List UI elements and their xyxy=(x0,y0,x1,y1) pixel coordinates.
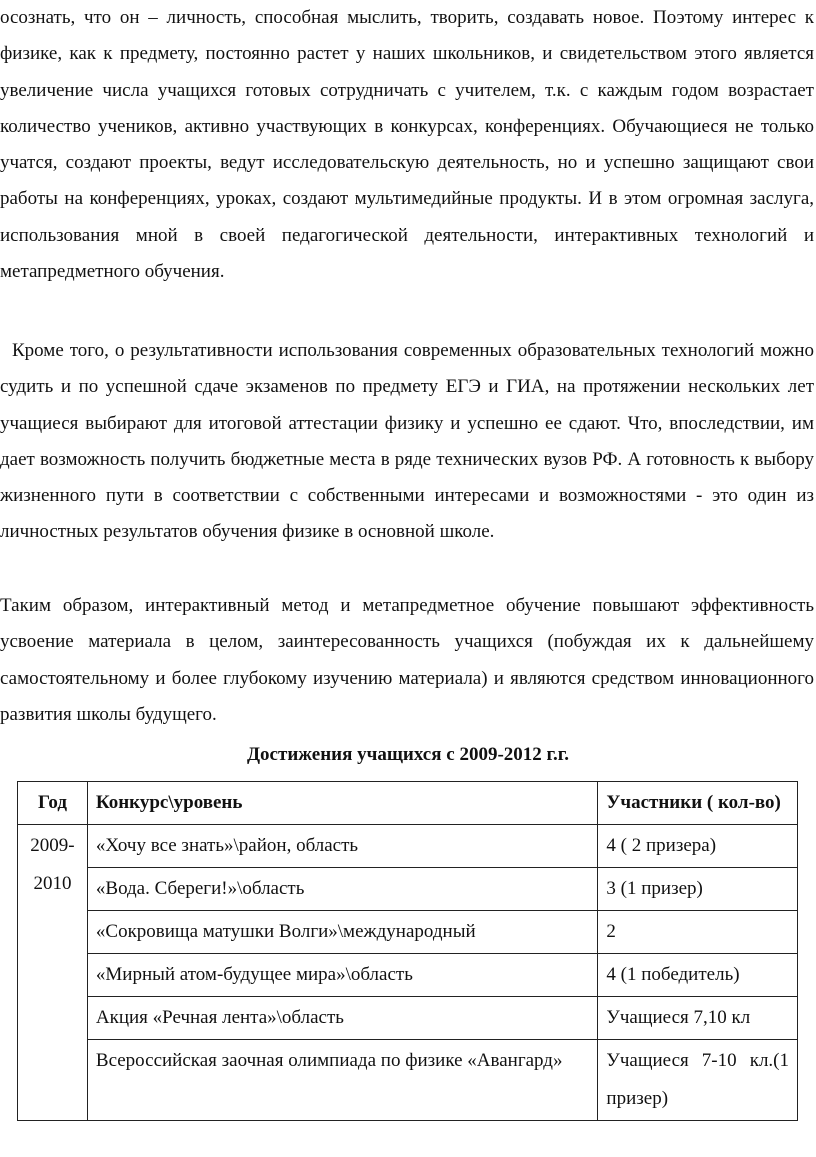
competition-cell: Всероссийская заочная олимпиада по физике «Авангард» xyxy=(87,1040,598,1121)
competition-cell: «Вода. Сбереги!»\область xyxy=(87,868,598,911)
participants-cell: Учащиеся 7-10 кл.(1 призер) xyxy=(598,1040,798,1121)
paragraph-2: Кроме того, о результативности использования современных образовательных технологий можно судить и по успешной сдаче экзаменов по предмету ЕГЭ и ГИА, на протяжении нескольких лет учащиеся выбирают для итоговой аттестации физику и успешно ее сдают. Что, впоследствии, им дает возможность получить бюджетные места в ряде технических вузов РФ. А готовность к выбору жизненного пути в соответствии с собственными интересами и возможностями - это один из личностных результатов обучения физике в основной школе. xyxy=(0,340,814,543)
table-row xyxy=(18,954,798,997)
table-row xyxy=(18,825,798,868)
participants-cell: Учащиеся 7,10 кл xyxy=(598,997,798,1040)
table-row xyxy=(18,911,798,954)
participants-cell: 4 (1 победитель) xyxy=(598,954,798,997)
table-row xyxy=(18,868,798,911)
participants-cell: 4 ( 2 призера) xyxy=(598,825,798,868)
header-participants: Участники ( кол-во) xyxy=(598,782,798,825)
participants-cell: 3 (1 призер) xyxy=(598,868,798,911)
table-row xyxy=(18,1040,798,1121)
paragraph-3: Таким образом, интерактивный метод и метапредметное обучение повышают эффективность усвоение материала в целом, заинтересованность учащихся (побуждая их к дальнейшему самостоятельному и более глубокому изучению материала) и являются средством инновационного развития школы будущего. xyxy=(0,595,814,725)
paragraph-1: осознать, что он – личность, способная мыслить, творить, создавать новое. Поэтому интерес к физике, как к предмету, постоянно растет у наших школьников, и свидетельством этого является увеличение числа учащихся готовых сотрудничать с учителем, т.к. с каждым годом возрастает количество учеников, активно участвующих в конкурсах, конференциях. Обучающиеся не только учатся, создают проекты, ведут исследовательскую деятельность, но и успешно защищают свои работы на конференциях, уроках, создают мультимедийные продукты. И в этом огромная заслуга, использования мной в своей педагогической деятельности, интерактивных технологий и метапредметного обучения. xyxy=(0,7,814,283)
table-header-row xyxy=(18,782,798,825)
header-year: Год xyxy=(18,782,88,825)
competition-cell: «Хочу все знать»\район, область xyxy=(87,825,598,868)
table-row xyxy=(18,997,798,1040)
header-competition: Конкурс\уровень xyxy=(87,782,598,825)
competition-cell: «Мирный атом-будущее мира»\область xyxy=(87,954,598,997)
competition-cell: Акция «Речная лента»\область xyxy=(87,997,598,1040)
achievements-table xyxy=(17,781,798,1121)
participants-cell: 2 xyxy=(598,911,798,954)
year-cell: 2009-2010 xyxy=(18,825,88,1121)
competition-cell: «Сокровища матушки Волги»\международный xyxy=(87,911,598,954)
table-title: Достижения учащихся с 2009-2012 г.г. xyxy=(246,744,570,765)
